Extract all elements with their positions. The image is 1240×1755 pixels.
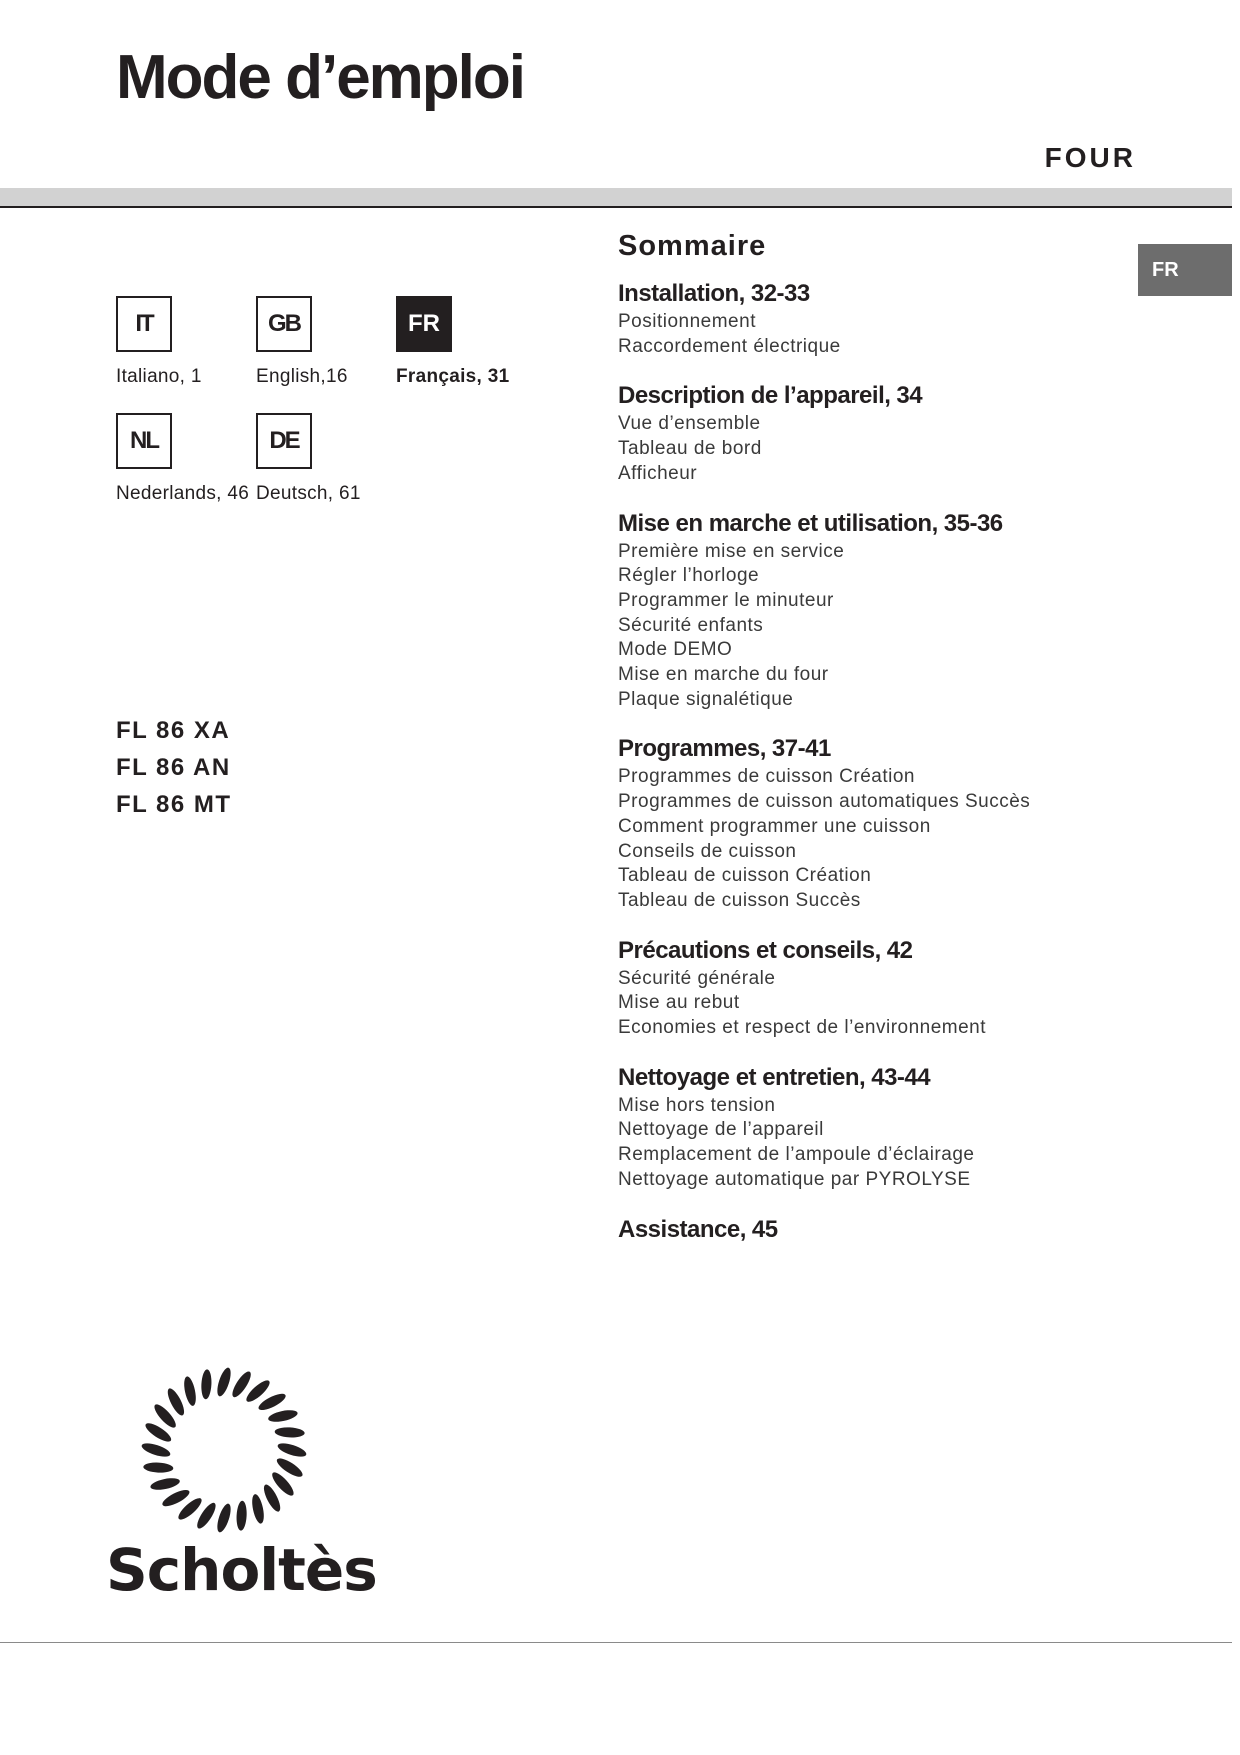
toc-section-title-text: Installation, <box>618 280 745 307</box>
toc-section-title <box>618 936 1118 966</box>
toc-section-pages: 42 <box>886 936 913 964</box>
toc-section-title-text: Mise en marche et utilisation, <box>618 509 938 537</box>
toc-section <box>618 734 1118 913</box>
toc-item: Mode DEMO <box>618 639 733 661</box>
toc-section <box>618 1063 1118 1193</box>
toc-item: Economies et respect de l’environnement <box>618 1017 987 1039</box>
toc-section <box>618 381 1118 486</box>
toc-item: Vue d’ensemble <box>618 413 761 435</box>
logo-ray <box>201 1369 213 1399</box>
language-caption: Deutsch, 61 <box>256 483 361 504</box>
language-code-box: IT <box>116 296 172 352</box>
toc-item: Tableau de cuisson Succès <box>618 889 861 911</box>
logo-ray <box>236 1500 248 1530</box>
toc-sections <box>618 279 1118 1245</box>
toc-section-pages: 43-44 <box>871 1063 931 1091</box>
language-caption: English,16 <box>256 366 348 387</box>
toc-section-title-text: Précautions et conseils, <box>618 936 881 964</box>
logo-ray <box>215 1502 234 1534</box>
toc-item: Remplacement de l’ampoule d’éclairage <box>618 1144 975 1166</box>
toc-item: Mise hors tension <box>618 1094 776 1116</box>
logo-ray <box>149 1476 180 1492</box>
toc-section-title-text: Assistance, <box>618 1215 746 1243</box>
toc-section-title <box>618 381 1118 411</box>
logo-ray <box>215 1366 234 1398</box>
toc-item: Nettoyage de l’appareil <box>618 1119 824 1141</box>
language-caption: Italiano, 1 <box>116 366 202 387</box>
toc-item: Plaque signalétique <box>618 688 794 710</box>
toc-item: Sécurité générale <box>618 967 776 989</box>
product-type-label: FOUR <box>1044 142 1136 173</box>
toc-section-title-text: Programmes, <box>618 735 766 763</box>
language-entry-nl <box>116 413 256 505</box>
model-number: FL 86 XA <box>116 717 231 744</box>
brand-logo <box>106 1360 377 1610</box>
toc-item: Positionnement <box>618 311 756 332</box>
toc-item: Programmes de cuisson Création <box>618 766 915 788</box>
toc-section-title <box>618 279 1118 309</box>
language-entry-de <box>256 413 396 505</box>
logo-ray <box>143 1462 173 1474</box>
toc-section <box>618 936 1118 1041</box>
toc-item: Mise au rebut <box>618 992 740 1014</box>
table-of-contents <box>618 230 1118 1267</box>
logo-ray <box>250 1493 266 1524</box>
logo-ray <box>276 1441 308 1460</box>
language-entry-it <box>116 296 256 388</box>
language-entry-fr <box>396 296 536 388</box>
language-code-box: NL <box>116 413 172 469</box>
toc-item: Afficheur <box>618 462 698 484</box>
header-band <box>0 188 1232 208</box>
toc-section-pages: 45 <box>751 1215 778 1243</box>
language-code-box: FR <box>396 296 452 352</box>
toc-section <box>618 1215 1118 1245</box>
language-caption: Français, 31 <box>396 366 510 387</box>
logo-ray <box>274 1427 304 1439</box>
toc-item: Première mise en service <box>618 540 845 562</box>
toc-section-title-text: Description de l’appareil, <box>618 382 891 410</box>
toc-item: Conseils de cuisson <box>618 840 797 862</box>
model-number: FL 86 MT <box>116 791 232 818</box>
toc-item: Nettoyage automatique par PYROLYSE <box>618 1168 971 1190</box>
toc-section-pages: 37-41 <box>771 735 831 763</box>
toc-item: Programmer le minuteur <box>618 589 834 611</box>
model-number: FL 86 AN <box>116 754 231 781</box>
language-entry-gb <box>256 296 396 388</box>
sun-logo-icon <box>134 1360 314 1540</box>
toc-item: Programmes de cuisson automatiques Succès <box>618 791 1031 813</box>
toc-section <box>618 279 1118 359</box>
toc-section-title-text: Nettoyage et entretien, <box>618 1063 866 1091</box>
toc-heading: Sommaire <box>618 230 767 262</box>
toc-section-title <box>618 1063 1118 1093</box>
toc-section-title <box>618 509 1118 539</box>
model-list <box>116 712 232 823</box>
language-code-box: DE <box>256 413 312 469</box>
toc-item: Raccordement électrique <box>618 335 841 357</box>
toc-item: Tableau de bord <box>618 438 762 460</box>
toc-section <box>618 509 1118 713</box>
toc-section-title <box>618 734 1118 764</box>
footer-rule <box>0 1642 1232 1643</box>
toc-item: Sécurité enfants <box>618 614 764 636</box>
toc-item: Mise en marche du four <box>618 664 829 686</box>
toc-section-pages: 32-33 <box>750 280 810 307</box>
toc-section-title <box>618 1215 1118 1245</box>
language-caption: Nederlands, 46 <box>116 483 250 504</box>
logo-ray <box>267 1408 298 1424</box>
toc-item: Tableau de cuisson Création <box>618 865 872 887</box>
toc-section-pages: 34 <box>896 382 923 410</box>
toc-item: Comment programmer une cuisson <box>618 815 931 837</box>
page-title: Mode d’emploi <box>116 43 524 112</box>
toc-item: Régler l’horloge <box>618 565 760 587</box>
logo-ray <box>140 1441 172 1460</box>
toc-section-pages: 35-36 <box>943 509 1003 537</box>
brand-name: Scholtès <box>106 1536 377 1604</box>
language-code-box: GB <box>256 296 312 352</box>
logo-ray <box>182 1375 198 1406</box>
language-side-tab: FR <box>1138 244 1232 296</box>
language-index <box>116 296 576 516</box>
